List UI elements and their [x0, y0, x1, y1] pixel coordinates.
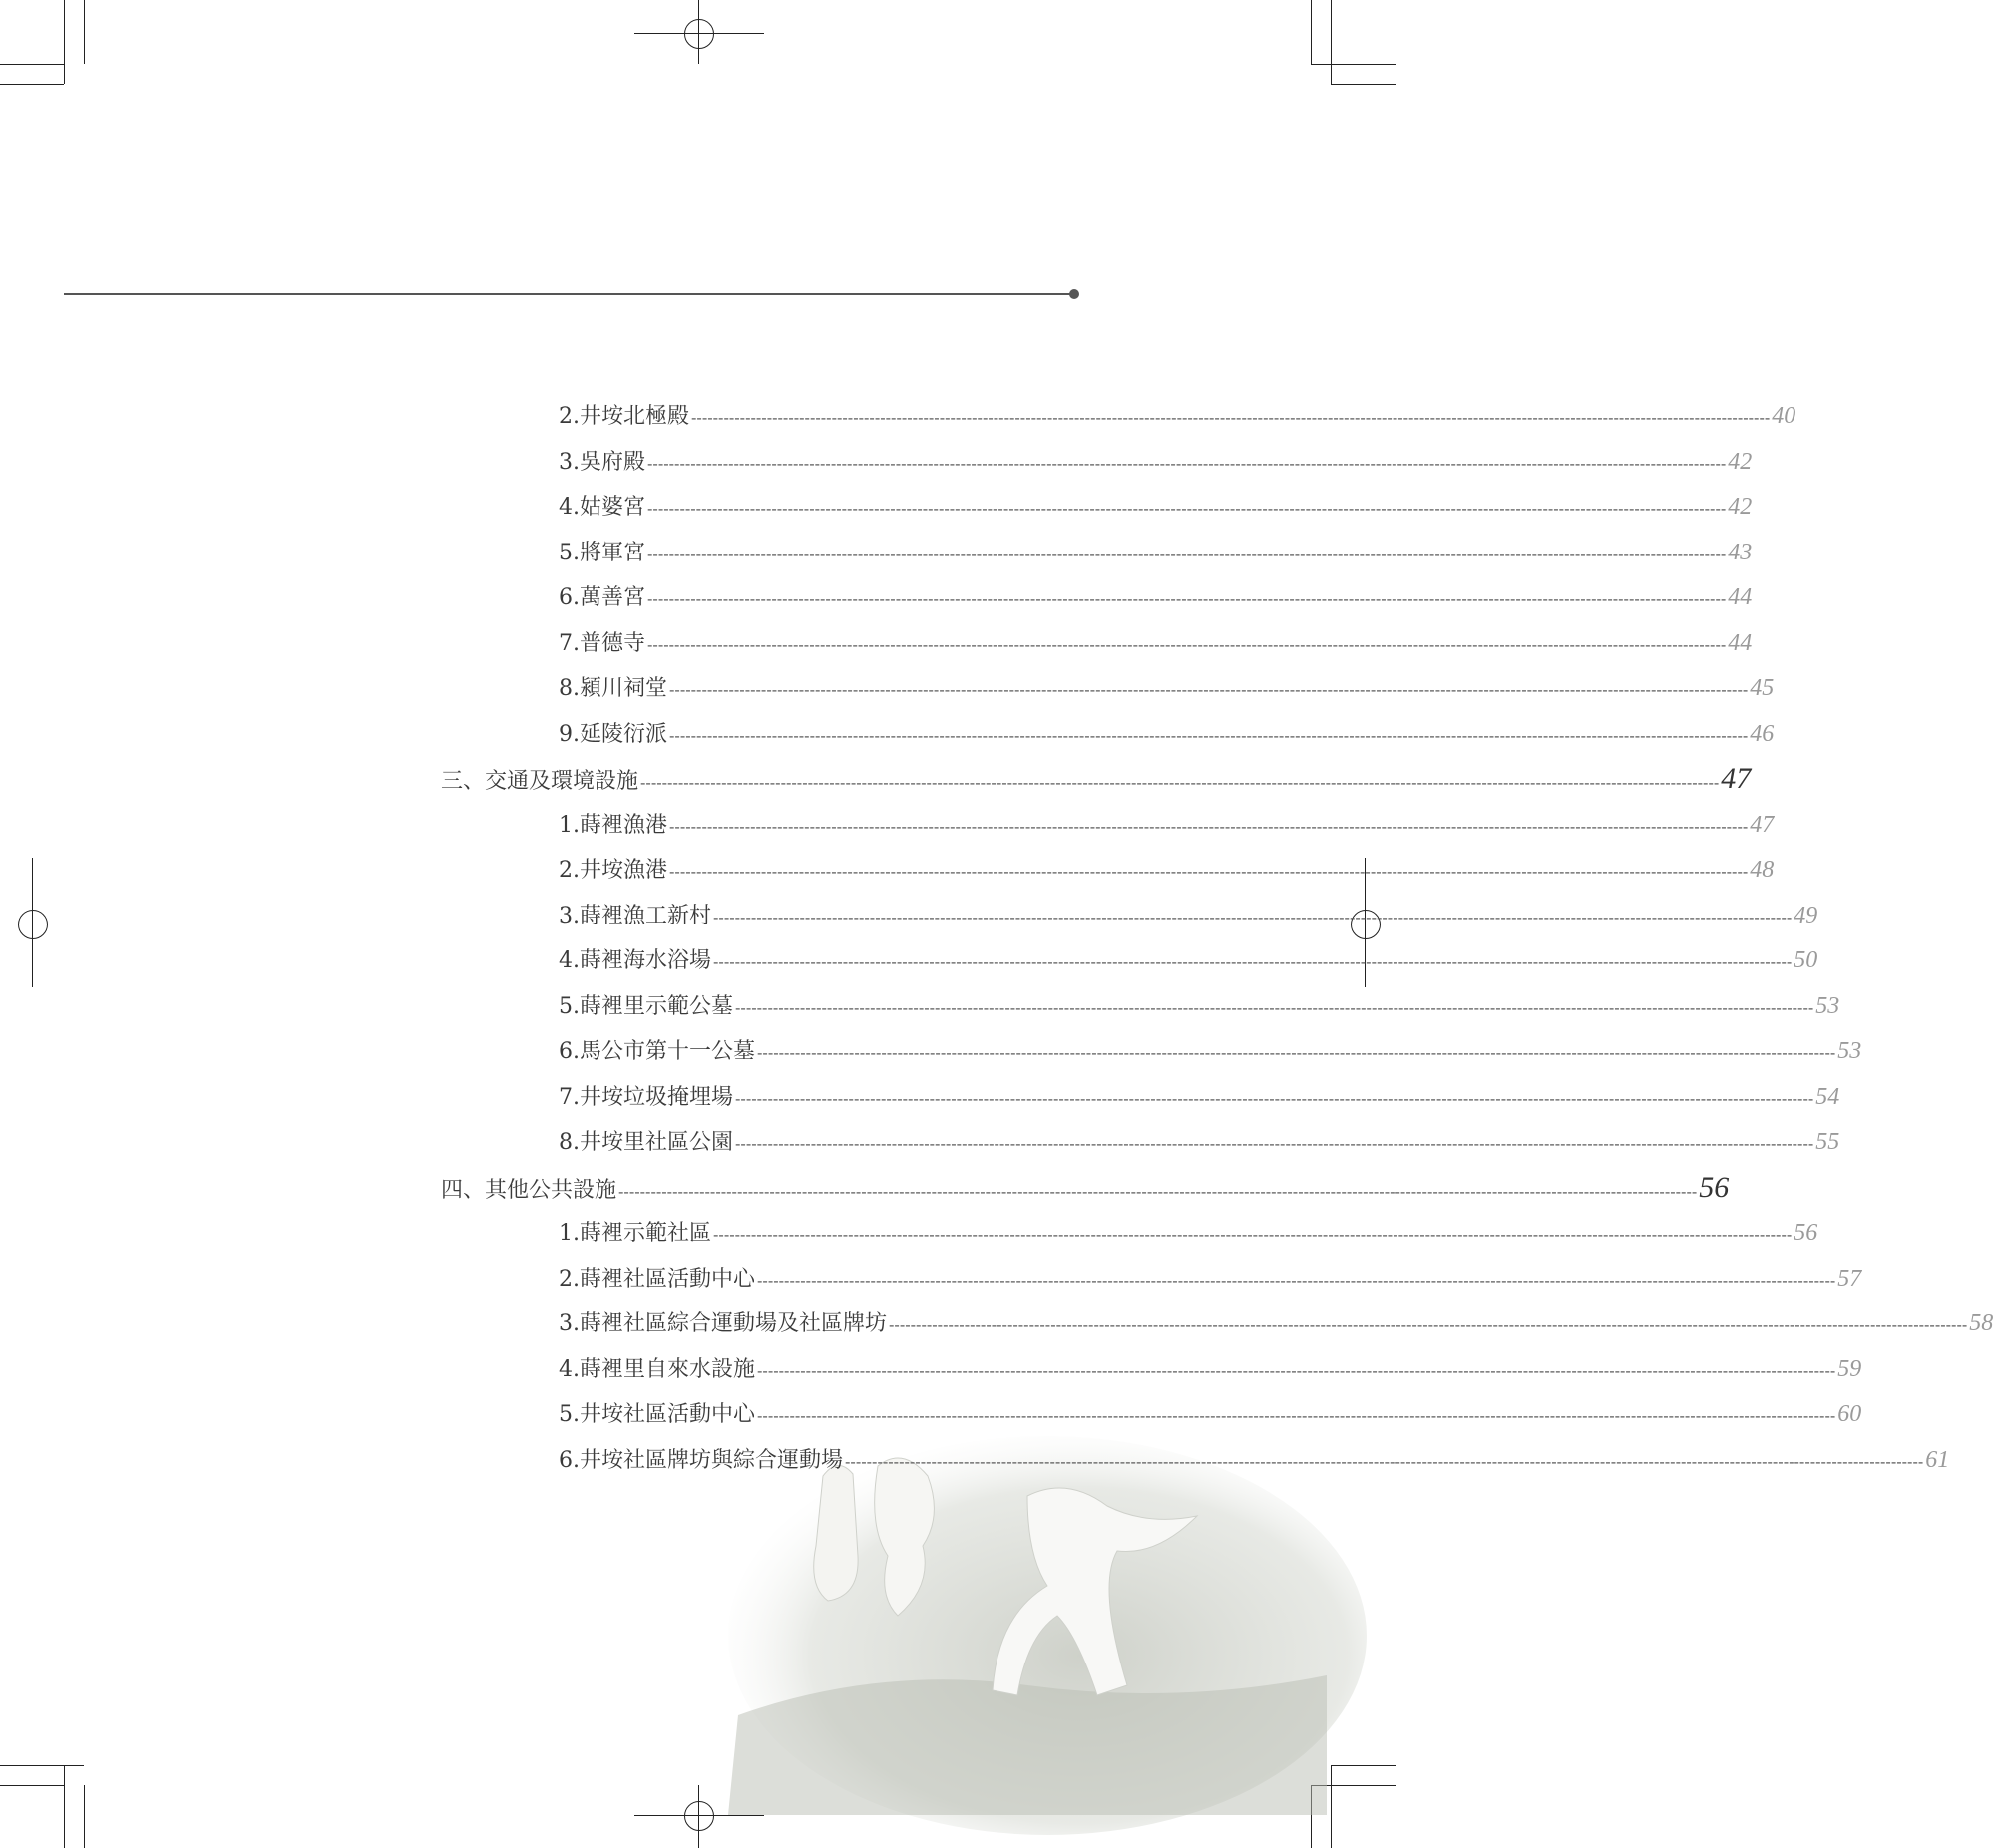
toc-entry-title: 3.蒔裡社區綜合運動場及社區牌坊: [559, 1311, 887, 1336]
toc-page-number: 44: [1728, 629, 1753, 656]
toc-entry[interactable]: [559, 399, 1796, 439]
toc-leader: --------------------------------------------------------------------------------------------------------------------------------------------------------------------------------------------------------: [669, 680, 1749, 699]
toc-page-number: 58: [1969, 1310, 1993, 1336]
toc-leader: --------------------------------------------------------------------------------------------------------------------------------------------------------------------------------------------------------: [647, 453, 1727, 473]
toc-leader: --------------------------------------------------------------------------------------------------------------------------------------------------------------------------------------------------------: [669, 816, 1749, 836]
toc-leader: --------------------------------------------------------------------------------------------------------------------------------------------------------------------------------------------------------: [618, 1181, 1698, 1201]
toc-entry-title: 5.蒔裡里示範公墓: [559, 993, 733, 1019]
toc-leader: --------------------------------------------------------------------------------------------------------------------------------------------------------------------------------------------------------: [640, 773, 1720, 792]
toc-leader: --------------------------------------------------------------------------------------------------------------------------------------------------------------------------------------------------------: [735, 1134, 1814, 1153]
toc-entry[interactable]: [559, 626, 1753, 666]
toc-page-number: 56: [1699, 1170, 1730, 1204]
toc-entry[interactable]: [559, 808, 1775, 848]
toc-page-number: 49: [1794, 902, 1818, 928]
toc-leader: --------------------------------------------------------------------------------------------------------------------------------------------------------------------------------------------------------: [735, 1088, 1814, 1108]
toc-page-number: 47: [1750, 811, 1775, 838]
toc-entry-title: 7.普德寺: [559, 630, 645, 656]
toc-leader: --------------------------------------------------------------------------------------------------------------------------------------------------------------------------------------------------------: [845, 1451, 1924, 1471]
toc-entry-title: 9.延陵衍派: [559, 721, 667, 747]
toc-entry-title: 4.姑婆宮: [559, 495, 645, 520]
toc-page-number: 45: [1750, 675, 1775, 701]
toc-leader: --------------------------------------------------------------------------------------------------------------------------------------------------------------------------------------------------------: [757, 1360, 1836, 1380]
toc-entry-title: 4.蒔裡里自來水設施: [559, 1356, 755, 1382]
toc-entry[interactable]: [559, 1443, 1950, 1483]
toc-entry-title: 8.潁川祠堂: [559, 676, 667, 701]
toc-leader: --------------------------------------------------------------------------------------------------------------------------------------------------------------------------------------------------------: [647, 499, 1727, 518]
toc-entry-title: 4.蒔裡海水浴場: [559, 948, 711, 973]
toc-entry-title: 2.井垵漁港: [559, 858, 667, 883]
toc-page-number: 60: [1837, 1401, 1862, 1427]
toc-entry-title: 6.萬善宮: [559, 585, 645, 610]
toc-entry[interactable]: [559, 943, 1818, 983]
toc-page-number: 53: [1837, 1038, 1862, 1064]
toc-entry-title: 5.井垵社區活動中心: [559, 1402, 755, 1427]
toc-leader: --------------------------------------------------------------------------------------------------------------------------------------------------------------------------------------------------------: [669, 725, 1749, 745]
toc-entry-title: 四、其他公共設施: [441, 1177, 617, 1203]
toc-entry[interactable]: [559, 1216, 1818, 1256]
toc-leader: --------------------------------------------------------------------------------------------------------------------------------------------------------------------------------------------------------: [691, 408, 1771, 427]
toc-page-number: 53: [1815, 992, 1840, 1019]
toc-entry-title: 2.井垵北極殿: [559, 404, 689, 429]
toc-page-number: 46: [1750, 720, 1775, 747]
toc-leader: --------------------------------------------------------------------------------------------------------------------------------------------------------------------------------------------------------: [735, 997, 1814, 1017]
toc-entry[interactable]: [559, 536, 1753, 575]
toc-page-number: 57: [1837, 1265, 1862, 1292]
toc-page-number: 47: [1721, 762, 1752, 795]
toc-leader: --------------------------------------------------------------------------------------------------------------------------------------------------------------------------------------------------------: [757, 1043, 1836, 1062]
toc-leader: --------------------------------------------------------------------------------------------------------------------------------------------------------------------------------------------------------: [713, 907, 1793, 926]
toc-entry-title: 1.蒔裡示範社區: [559, 1221, 711, 1246]
toc-page-number: 43: [1728, 539, 1753, 565]
toc-section[interactable]: [441, 762, 1752, 802]
toc-entry-title: 6.馬公市第十一公墓: [559, 1039, 755, 1064]
toc-section[interactable]: [441, 1170, 1730, 1211]
toc-entry-title: 7.井垵垃圾掩埋場: [559, 1084, 733, 1110]
toc-leader: --------------------------------------------------------------------------------------------------------------------------------------------------------------------------------------------------------: [713, 1225, 1793, 1244]
toc-leader: --------------------------------------------------------------------------------------------------------------------------------------------------------------------------------------------------------: [889, 1315, 1968, 1334]
toc-leader: --------------------------------------------------------------------------------------------------------------------------------------------------------------------------------------------------------: [647, 544, 1727, 563]
toc-entry[interactable]: [559, 899, 1818, 938]
toc-entry-title: 3.蒔裡漁工新村: [559, 903, 711, 928]
toc-page-number: 42: [1728, 448, 1753, 475]
toc-entry[interactable]: [559, 1034, 1862, 1074]
toc-leader: --------------------------------------------------------------------------------------------------------------------------------------------------------------------------------------------------------: [757, 1406, 1836, 1425]
toc-page-number: 54: [1815, 1083, 1840, 1110]
toc-entry-title: 1.蒔裡漁港: [559, 812, 667, 838]
toc-entry[interactable]: [559, 671, 1775, 711]
toc-entry[interactable]: [559, 490, 1753, 530]
toc-entry[interactable]: [559, 1080, 1840, 1120]
toc-entry[interactable]: [559, 445, 1753, 485]
toc-leader: --------------------------------------------------------------------------------------------------------------------------------------------------------------------------------------------------------: [757, 1270, 1836, 1290]
toc-page-number: 56: [1794, 1220, 1818, 1246]
toc-entry-title: 3.吳府殿: [559, 449, 645, 475]
toc-entry[interactable]: [559, 1125, 1840, 1165]
toc-entry[interactable]: [559, 853, 1775, 893]
toc-leader: --------------------------------------------------------------------------------------------------------------------------------------------------------------------------------------------------------: [647, 634, 1727, 654]
toc-entry[interactable]: [559, 717, 1775, 757]
toc-entry-title: 8.井垵里社區公園: [559, 1130, 733, 1155]
toc-entry[interactable]: [559, 1306, 1993, 1346]
toc-leader: --------------------------------------------------------------------------------------------------------------------------------------------------------------------------------------------------------: [713, 952, 1793, 971]
toc-page-number: 61: [1925, 1446, 1950, 1473]
toc-entry[interactable]: [559, 989, 1840, 1029]
toc-leader: --------------------------------------------------------------------------------------------------------------------------------------------------------------------------------------------------------: [647, 589, 1727, 608]
toc-entry[interactable]: [559, 1352, 1862, 1392]
toc-entry-title: 2.蒔裡社區活動中心: [559, 1266, 755, 1292]
toc-entry-title: 5.將軍宮: [559, 540, 645, 565]
toc-entry[interactable]: [559, 1397, 1862, 1437]
toc-page-number: 48: [1750, 857, 1775, 883]
toc-page-number: 44: [1728, 584, 1753, 610]
toc-entry[interactable]: [559, 580, 1753, 620]
toc-page-number: 59: [1837, 1355, 1862, 1382]
toc-leader: --------------------------------------------------------------------------------------------------------------------------------------------------------------------------------------------------------: [669, 862, 1749, 881]
toc-page-number: 40: [1772, 403, 1796, 429]
toc-entry-title: 6.井垵社區牌坊與綜合運動場: [559, 1447, 843, 1473]
toc-page-number: 42: [1728, 494, 1753, 520]
toc-page-number: 55: [1815, 1129, 1840, 1155]
toc-entry-title: 三、交通及環境設施: [441, 769, 639, 794]
toc-entry[interactable]: [559, 1262, 1862, 1301]
toc-page-number: 50: [1794, 947, 1818, 973]
